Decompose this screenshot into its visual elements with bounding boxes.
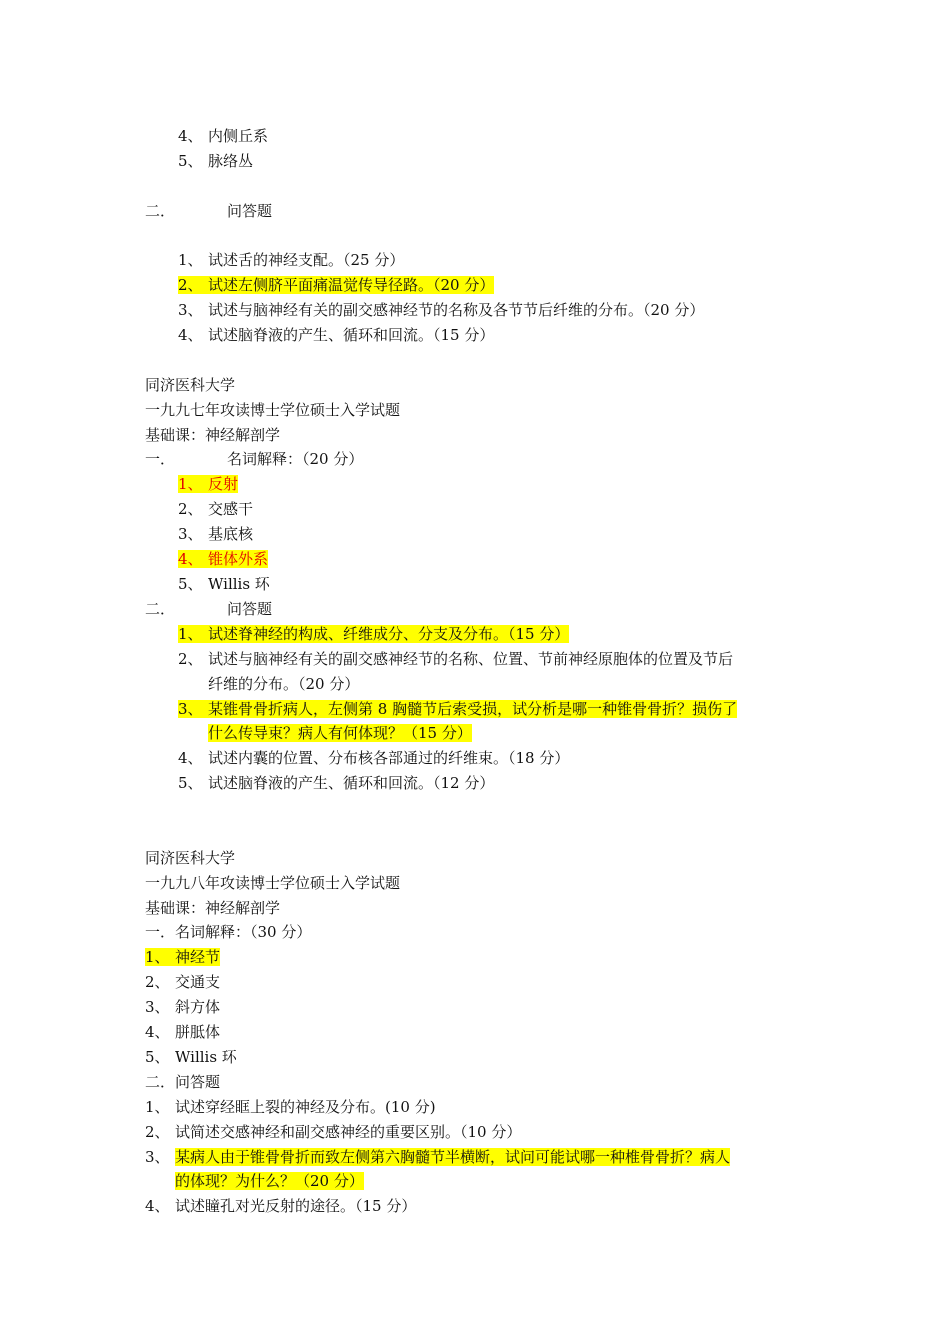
section-heading: 二． 问答题	[145, 202, 273, 220]
question-item: 4、 试述脑脊液的产生、循环和回流。（15 分）	[178, 326, 495, 344]
term-item: 3、 斜方体	[145, 998, 221, 1016]
section-heading: 二． 问答题	[145, 600, 273, 618]
term-item: 2、 交感干	[178, 500, 254, 518]
question-item: 2、 试述左侧脐平面痛温觉传导径路。（20 分）	[178, 276, 495, 294]
term-item: 4、 锥体外系	[178, 550, 269, 568]
question-item-continuation: 的体现？为什么？（20 分）	[175, 1172, 364, 1190]
term-item: 4、 胼胝体	[145, 1023, 221, 1041]
term-item: 1、 神经节	[145, 948, 221, 966]
question-item: 1、 试述舌的神经支配。（25 分）	[178, 251, 405, 269]
term-item: 5、 Willis 环	[145, 1048, 237, 1066]
question-item: 3、 某病人由于锥骨骨折而致左侧第六胸髓节半横断，试问可能试哪一种椎骨骨折？病人	[145, 1148, 731, 1166]
list-item: 4、 内侧丘系	[178, 127, 269, 145]
course-name: 基础课：神经解剖学	[145, 426, 281, 444]
section-heading: 二．问答题	[145, 1073, 221, 1091]
section-heading: 一． 名词解释：（20 分）	[145, 450, 364, 468]
course-name: 基础课：神经解剖学	[145, 899, 281, 917]
question-item: 3、 试述与脑神经有关的副交感神经节的名称及各节节后纤维的分布。（20 分）	[178, 301, 705, 319]
term-item: 5、 Willis 环	[178, 575, 270, 593]
question-item: 4、 试述瞳孔对光反射的途径。（15 分）	[145, 1197, 417, 1215]
term-item: 1、 反射	[178, 475, 239, 493]
question-item: 3、 某锥骨骨折病人，左侧第 8 胸髓节后索受损，试分析是哪一种锥骨骨折？损伤了	[178, 700, 738, 718]
exam-title: 一九九七年攻读博士学位硕士入学试题	[145, 401, 401, 419]
school-name: 同济医科大学	[145, 849, 236, 867]
question-item: 2、 试简述交感神经和副交感神经的重要区别。（10 分）	[145, 1123, 522, 1141]
list-item: 5、 脉络丛	[178, 152, 254, 170]
question-item: 1、 试述脊神经的构成、纤维成分、分支及分布。（15 分）	[178, 625, 570, 643]
question-item-continuation: 纤维的分布。（20 分）	[208, 675, 360, 693]
question-item: 4、 试述内囊的位置、分布核各部通过的纤维束。（18 分）	[178, 749, 570, 767]
question-item: 5、 试述脑脊液的产生、循环和回流。（12 分）	[178, 774, 495, 792]
term-item: 3、 基底核	[178, 525, 254, 543]
question-item: 1、 试述穿经眶上裂的神经及分布。(10 分)	[145, 1098, 436, 1116]
question-item-continuation: 什么传导束？病人有何体现？（15 分）	[208, 724, 472, 742]
section-heading: 一．名词解释：（30 分）	[145, 923, 312, 941]
exam-title: 一九九八年攻读博士学位硕士入学试题	[145, 874, 401, 892]
question-item: 2、 试述与脑神经有关的副交感神经节的名称、位置、节前神经原胞体的位置及节后	[178, 650, 734, 668]
term-item: 2、 交通支	[145, 973, 221, 991]
school-name: 同济医科大学	[145, 376, 236, 394]
